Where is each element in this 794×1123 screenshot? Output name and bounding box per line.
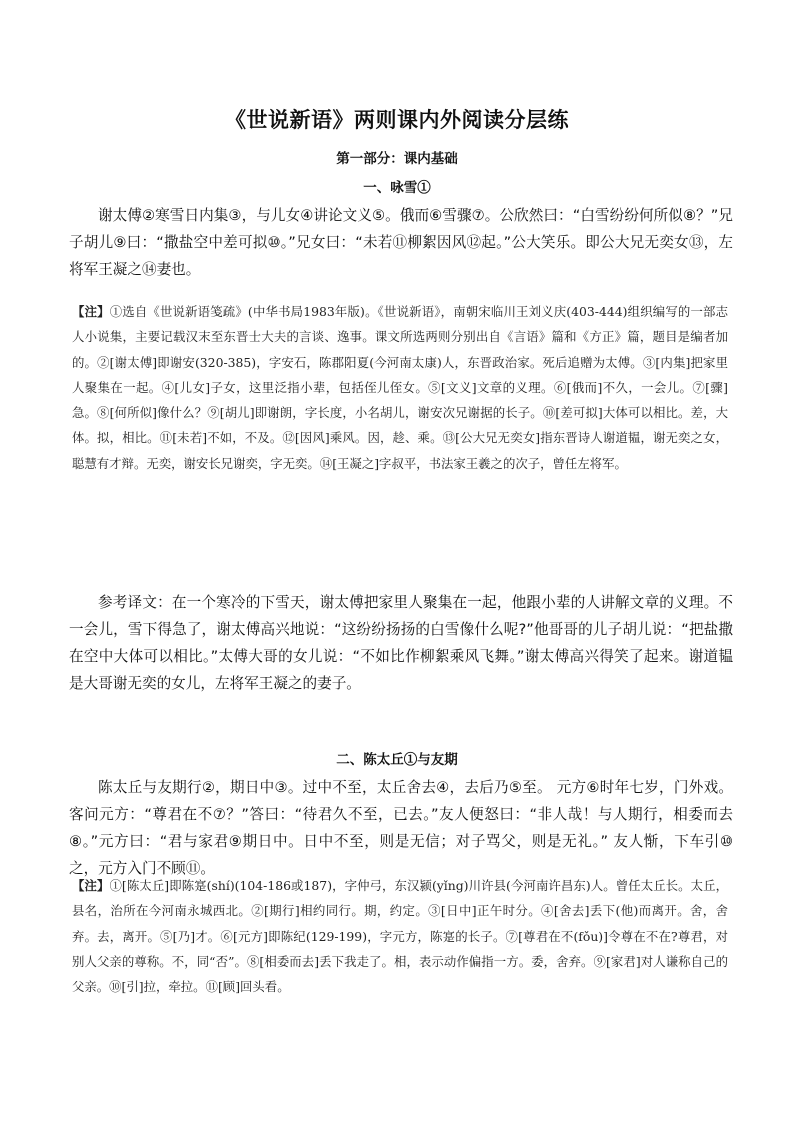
annotation-text: ①[陈太丘]即陈寔(shí)(104-186或187)，字仲弓，东汉颍(yǐng)川许县(今河南许昌东)人。曾任太丘长。太丘，县名，治所在今河南永城西北。②[期行]相约同行。期，约定。③[日中]正午时分。④[舍去]丢下(他)而离开。舍，舍弃。去，离开。⑤[乃]才。⑥[元方]即陈纪(129-199)，字元方，陈寔的长子。⑦[尊君在不(fǒu)]令尊在不在?尊君，对别人父亲的尊称。不，同“否”。⑧[相委而去]丢下我走了。相，表示动作偏指一方。委，舍弃。⑨[家君]对人谦称自己的父亲。⑩[引]拉，牵拉。⑪[顾]回头看。 [72, 878, 729, 995]
section-heading-chentaiqiu: 二、陈太丘①与友期 [336, 752, 458, 768]
annotation-text: ①选自《世说新语笺疏》(中华书局1983年版)。《世说新语》，南朝宋临川王刘义庆(403-444)组织编写的一部志人小说集，主要记载汉末至东晋士大夫的言谈、逸事。课文所选两则分别出自《言语》篇和《方正》篇，题目是编者加的。②[谢太傅]即谢安(320-385)，字安石，陈郡阳夏(今河南太康)人，东晋政治家。死后追赠为太傅。③[内集]把家里人聚集在一起。④[儿女]子女，这里泛指小辈，包括侄儿侄女。⑤[文义]文章的义理。⑥[俄而]不久，一会儿。⑦[骤]急。⑧[何所似]像什么？⑨[胡儿]即谢朗，字长度，小名胡儿，谢安次兄谢据的长子。⑩[差可拟]大体可以相比。差，大体。拟，相比。⑪[未若]不如，不及。⑫[因风]乘风。因，趁、乘。⑬[公大兄无奕女]指东晋诗人谢道韫，谢无奕之女，聪慧有才辩。无奕，谢安长兄谢奕，字无奕。⑭[王凝之]字叔平，书法家王羲之的次子，曾任左将军。 [72, 304, 728, 471]
annotation-chentaiqiu [72, 873, 728, 999]
annotation-tag: 【注】 [72, 878, 110, 893]
document-title: 《世说新语》两则课内外阅读分层练 [225, 107, 569, 132]
part-heading: 第一部分：课内基础 [336, 151, 458, 167]
section-text-chentaiqiu: 陈太丘与友期行②，期日中③。过中不至，太丘舍去④，去后乃⑤至。 元方⑥时年七岁，门外戏。客问元方：“尊君在不⑦？”答曰：“待君久不至，已去。”友人便怒曰：“非人哉！与人期行，相委而去⑧。”元方曰：“君与家君⑨期日中。日中不至，则是无信；对子骂父，则是无礼。” 友人惭，下车引⑩之，元方入门不顾⑪。 [69, 779, 733, 877]
section-heading-yongxue: 一、咏雪① [363, 180, 431, 196]
annotation-tag: 【注】 [72, 304, 110, 319]
section-text-yongxue: 谢太傅②寒雪日内集③，与儿女④讲论文义⑤。俄而⑥雪骤⑦。公欣然曰：“白雪纷纷何所似⑧？”兄子胡儿⑨曰：“撒盐空中差可拟⑩。”兄女曰：“未若⑪柳絮因风⑫起。”公大笑乐。即公大兄无奕女⑬，左将军王凝之⑭妻也。 [69, 207, 733, 278]
translation-yongxue: 参考译文：在一个寒冷的下雪天，谢太傅把家里人聚集在一起，他跟小辈的人讲解文章的义理。不一会儿，雪下得急了，谢太傅高兴地说：“这纷纷扬扬的白雪像什么呢?”他哥哥的儿子胡儿说：“把盐撒在空中大体可以相比。”太傅大哥的女儿说：“不如比作柳絮乘风飞舞。”谢太傅高兴得笑了起来。谢道韫是大哥谢无奕的女儿，左将军王凝之的妻子。 [69, 594, 733, 692]
annotation-yongxue [72, 299, 728, 476]
